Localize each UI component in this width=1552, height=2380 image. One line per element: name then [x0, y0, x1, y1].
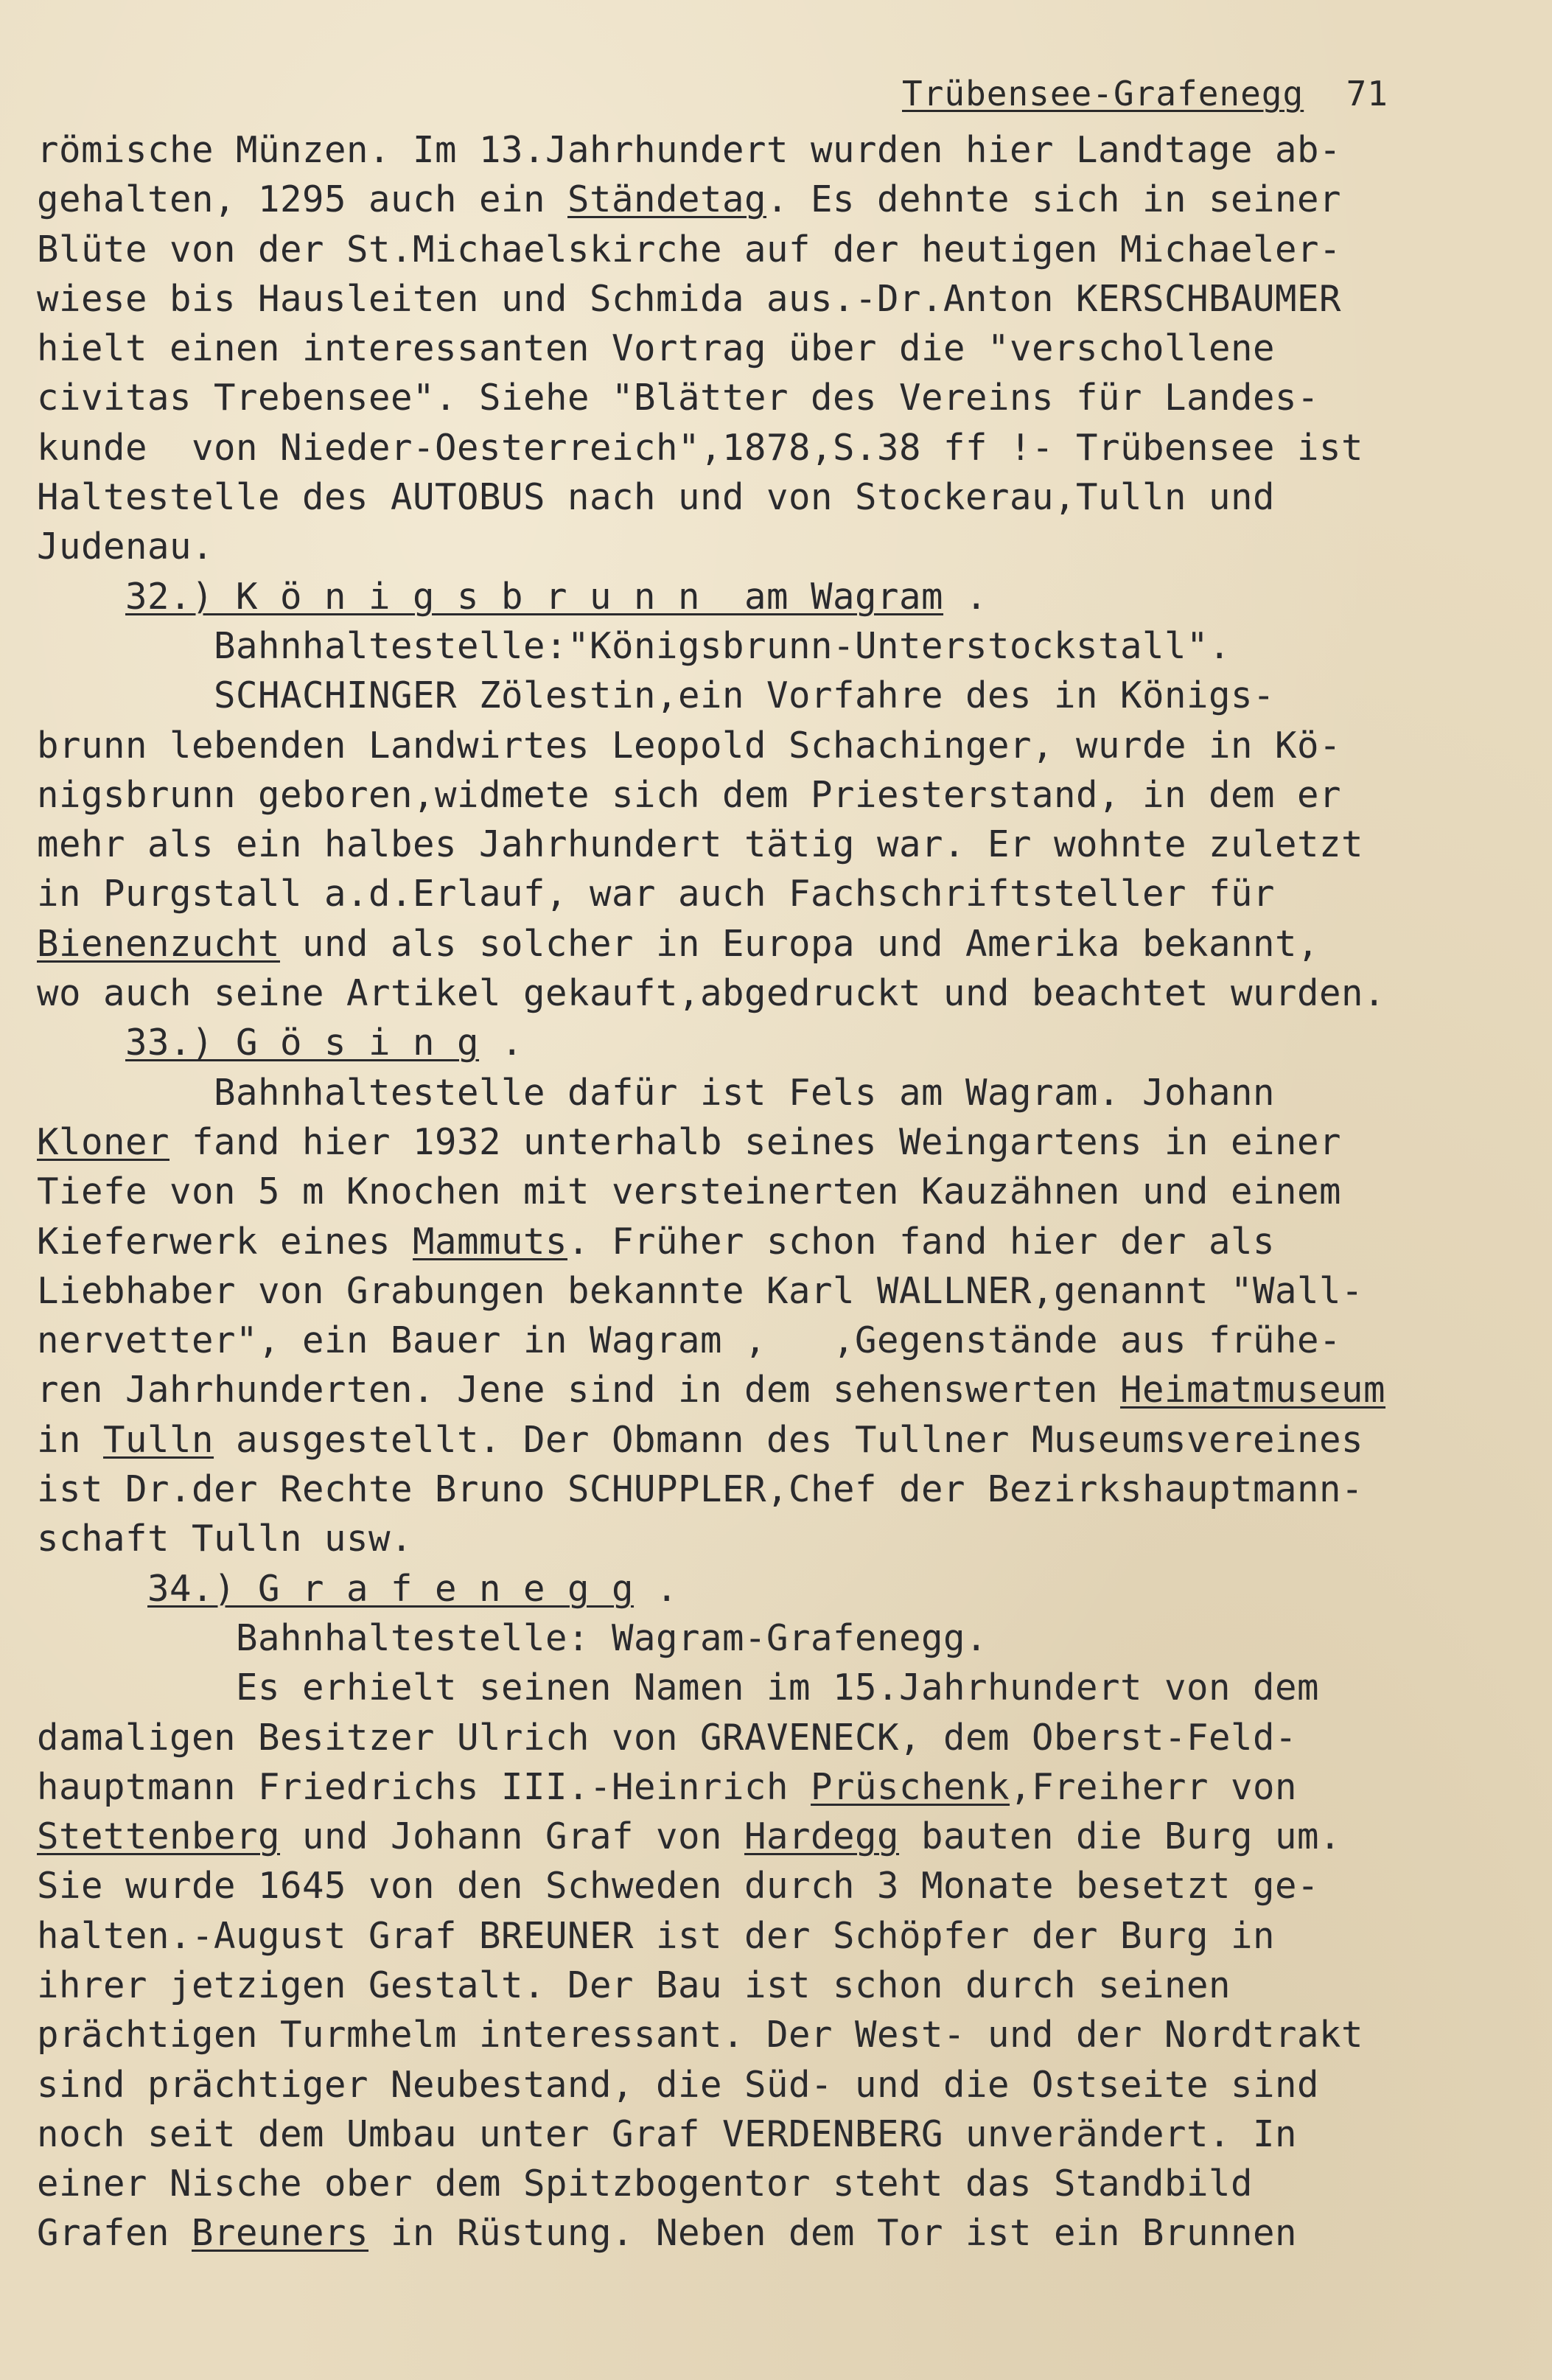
text-segment: Liebhaber von Grabungen bekannte Karl WALLNER,genannt "Wall-: [37, 1269, 1364, 1312]
underlined-text: 34.) G r a f e n e g g: [147, 1567, 635, 1610]
text-line: [37, 1415, 1525, 1465]
text-line: [37, 1961, 1525, 2010]
text-segment: Es erhielt seinen Namen im 15.Jahrhundert von dem: [37, 1667, 1320, 1709]
header-title: Trübensee-Grafenegg: [902, 74, 1304, 114]
text-segment: [37, 1022, 125, 1064]
text-line: [37, 373, 1525, 422]
text-segment: Sie wurde 1645 von den Schweden durch 3 Monate besetzt ge-: [37, 1865, 1320, 1908]
text-segment: damaligen Besitzer Ulrich von GRAVENECK, dem Oberst-Feld-: [37, 1716, 1298, 1759]
text-line: [37, 1861, 1525, 1910]
underlined-text: Bienenzucht: [37, 922, 281, 965]
text-line: [37, 2208, 1525, 2258]
underlined-text: 33.) G ö s i n g: [125, 1022, 480, 1064]
text-segment: wiese bis Hausleiten und Schmida aus.-Dr.Anton KERSCHBAUMER: [37, 277, 1342, 320]
text-line: [37, 324, 1525, 373]
text-line: [37, 621, 1525, 671]
text-line: [37, 1564, 1525, 1613]
text-segment: civitas Trebensee". Siehe "Blätter des Vereins für Landes-: [37, 377, 1320, 419]
underlined-text: Stettenberg: [37, 1815, 281, 1858]
text-segment: SCHACHINGER Zölestin,ein Vorfahre des in Königs-: [37, 674, 1276, 717]
text-segment: . Es dehnte sich in seiner: [766, 178, 1342, 221]
text-segment: in Rüstung. Neben dem Tor ist ein Brunnen: [368, 2212, 1298, 2255]
text-line: [37, 721, 1525, 770]
text-line: [37, 1514, 1525, 1563]
text-segment: Tiefe von 5 m Knochen mit versteinerten Kauzähnen und einem: [37, 1170, 1342, 1213]
text-line: [37, 2109, 1525, 2159]
text-segment: Kieferwerk eines: [37, 1220, 413, 1263]
text-segment: prächtigen Turmhelm interessant. Der West- und der Nordtrakt: [37, 2014, 1364, 2056]
text-line: [37, 274, 1525, 324]
underlined-text: Mammuts: [413, 1220, 568, 1263]
text-segment: ausgestellt. Der Obmann des Tullner Museumsvereines: [214, 1418, 1364, 1461]
text-segment: schaft Tulln usw.: [37, 1518, 413, 1560]
text-line: [37, 1812, 1525, 1861]
text-line: [37, 1068, 1525, 1117]
text-line: [37, 820, 1525, 869]
underlined-text: Kloner: [37, 1120, 170, 1163]
text-line: [37, 1018, 1525, 1067]
text-line: [37, 2159, 1525, 2208]
body-text: [37, 125, 1525, 2258]
text-segment: Bahnhaltestelle: Wagram-Grafenegg.: [37, 1616, 988, 1659]
text-line: [37, 1663, 1525, 1712]
text-segment: mehr als ein halbes Jahrhundert tätig war. Er wohnte zuletzt: [37, 823, 1364, 866]
text-segment: nigsbrunn geboren,widmete sich dem Priesterstand, in dem er: [37, 773, 1342, 816]
text-line: [37, 522, 1525, 571]
text-segment: Blüte von der St.Michaelskirche auf der heutigen Michaeler-: [37, 228, 1342, 271]
underlined-text: Breuners: [192, 2212, 369, 2255]
text-segment: [37, 576, 125, 618]
text-line: [37, 770, 1525, 820]
text-segment: Judenau.: [37, 526, 214, 568]
text-line: [37, 1316, 1525, 1365]
text-segment: ,Freiherr von: [1010, 1765, 1298, 1808]
text-line: [37, 1762, 1525, 1812]
text-line: [37, 175, 1525, 224]
text-segment: Bahnhaltestelle dafür ist Fels am Wagram. Johann: [37, 1071, 1276, 1114]
text-segment: .: [943, 575, 988, 618]
text-segment: und Johann Graf von: [280, 1815, 745, 1858]
text-line: [37, 1266, 1525, 1316]
text-line: [37, 125, 1525, 175]
page-number: 71: [1346, 74, 1388, 114]
text-segment: Bahnhaltestelle:"Königsbrunn-Unterstockstall".: [37, 624, 1231, 667]
text-line: [37, 572, 1525, 621]
underlined-text: Tulln: [103, 1418, 214, 1461]
page-header: [902, 74, 1388, 114]
text-line: [37, 919, 1525, 969]
text-segment: nervetter", ein Bauer in Wagram , ,Gegenstände aus frühe-: [37, 1319, 1342, 1362]
text-segment: halten.-August Graf BREUNER ist der Schöpfer der Burg in: [37, 1914, 1276, 1957]
text-line: [37, 1713, 1525, 1762]
text-line: [37, 1117, 1525, 1167]
text-line: [37, 969, 1525, 1018]
text-line: [37, 1465, 1525, 1514]
text-segment: sind prächtiger Neubestand, die Süd- und die Ostseite sind: [37, 2063, 1320, 2106]
text-line: [37, 1167, 1525, 1216]
text-line: [37, 1217, 1525, 1266]
text-segment: in Purgstall a.d.Erlauf, war auch Fachschriftsteller für: [37, 873, 1276, 915]
underlined-text: Hardegg: [744, 1815, 900, 1858]
text-line: [37, 2060, 1525, 2109]
text-segment: ren Jahrhunderten. Jene sind in dem sehenswerten: [37, 1369, 1121, 1411]
underlined-text: Ständetag: [567, 178, 767, 221]
text-segment: .: [634, 1567, 679, 1610]
text-segment: Grafen: [37, 2212, 192, 2255]
text-segment: [37, 1568, 147, 1610]
text-line: [37, 671, 1525, 720]
text-line: [37, 1613, 1525, 1663]
text-line: [37, 1911, 1525, 1961]
text-line: [37, 472, 1525, 522]
text-segment: hauptmann Friedrichs III.-Heinrich: [37, 1765, 811, 1808]
text-segment: gehalten, 1295 auch ein: [37, 178, 568, 221]
underlined-text: 32.) K ö n i g s b r u n n am Wagram: [125, 575, 944, 618]
text-line: [37, 2010, 1525, 2059]
text-segment: römische Münzen. Im 13.Jahrhundert wurden hier Landtage ab-: [37, 129, 1342, 171]
underlined-text: Prüschenk: [811, 1765, 1010, 1808]
text-segment: einer Nische ober dem Spitzbogentor steht das Standbild: [37, 2163, 1254, 2205]
text-segment: fand hier 1932 unterhalb seines Weingartens in einer: [169, 1120, 1342, 1163]
text-segment: Haltestelle des AUTOBUS nach und von Stockerau,Tulln und: [37, 476, 1276, 519]
text-segment: bauten die Burg um.: [899, 1815, 1342, 1858]
text-line: [37, 225, 1525, 274]
text-segment: ist Dr.der Rechte Bruno SCHUPPLER,Chef der Bezirkshauptmann-: [37, 1468, 1364, 1511]
text-line: [37, 1365, 1525, 1414]
text-segment: . Früher schon fand hier der als: [567, 1220, 1276, 1263]
text-line: [37, 423, 1525, 472]
text-line: [37, 869, 1525, 918]
underlined-text: Heimatmuseum: [1120, 1369, 1386, 1411]
text-segment: kunde von Nieder-Oesterreich",1878,S.38 ff !- Trübensee ist: [37, 426, 1364, 469]
text-segment: ihrer jetzigen Gestalt. Der Bau ist schon durch seinen: [37, 1964, 1231, 2006]
text-segment: in: [37, 1418, 104, 1461]
text-segment: wo auch seine Artikel gekauft,abgedruckt und beachtet wurden.: [37, 972, 1386, 1015]
text-segment: brunn lebenden Landwirtes Leopold Schachinger, wurde in Kö-: [37, 724, 1342, 767]
text-segment: noch seit dem Umbau unter Graf VERDENBERG unverändert. In: [37, 2112, 1298, 2155]
text-segment: .: [479, 1022, 524, 1064]
text-segment: und als solcher in Europa und Amerika bekannt,: [280, 922, 1320, 965]
text-segment: hielt einen interessanten Vortrag über die "verschollene: [37, 327, 1276, 370]
